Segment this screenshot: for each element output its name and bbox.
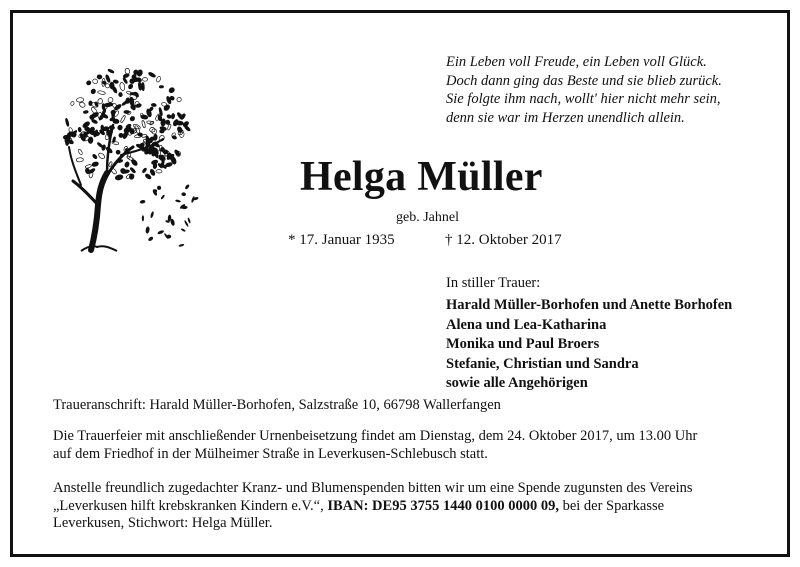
donation-line (53, 498, 753, 516)
poem-line: Ein Leben voll Freude, ein Leben voll Glück. (446, 54, 707, 70)
poem-line: denn sie war im Herzen unendlich allein. (446, 109, 685, 126)
falling-leaf (157, 230, 164, 235)
tree-leaf (65, 118, 69, 127)
tree-leaf (166, 114, 171, 119)
falling-leaf (140, 200, 146, 204)
tree-leaf (92, 78, 99, 84)
tree-leaf (108, 69, 115, 74)
tree-leaf (90, 111, 99, 118)
ceremony-line: Die Trauerfeier mit anschließender Urnenbeisetzung findet am Dienstag, dem 24. Oktober 2017, um 13.00 Uhr (53, 428, 698, 444)
tree-leaf (122, 131, 129, 140)
tree-leaf (138, 82, 142, 90)
death-date: † 12. Oktober 2017 (445, 232, 562, 248)
tree-leaf (112, 137, 116, 143)
tree-leaf (97, 75, 102, 80)
tree-leaf (83, 110, 88, 113)
donation-paragraph (53, 480, 753, 533)
mourner-entry: sowie alle Angehörigen (446, 375, 588, 391)
tree-leaf (112, 119, 119, 124)
tree-leaf (90, 88, 96, 94)
mourning-label: In stiller Trauer: (446, 275, 541, 291)
tree-leaf (156, 170, 162, 174)
tree-leaf (118, 92, 122, 97)
tree-leaf (104, 102, 113, 107)
tree-leaf (168, 87, 175, 94)
tree-leaf (149, 169, 155, 177)
mourner-entry: Stefanie, Christian und Sandra (446, 355, 639, 372)
tree-leaf (141, 82, 144, 90)
tree-leaf (130, 167, 136, 174)
birth-date: * 17. Januar 1935 (288, 232, 395, 248)
obituary-frame (10, 10, 790, 557)
tree-leaf (110, 168, 117, 175)
tree-leaf (165, 120, 170, 125)
falling-leaf (187, 217, 191, 223)
tree-leaf (141, 120, 145, 128)
tree-leaf (120, 115, 126, 123)
tree-leaf (159, 85, 164, 88)
falling-leaf (181, 228, 186, 232)
tree-leaf (115, 149, 121, 155)
tree-leaf (115, 174, 124, 180)
poem (446, 53, 776, 127)
donation-line: Leverkusen, Stichwort: Helga Müller. (53, 515, 273, 531)
donation-line: Anstelle freundlich zugedachter Kranz- und Blumenspenden bitten wir um eine Spende zugunsten des Vereins (53, 480, 693, 496)
tree-leaf (130, 158, 138, 166)
ceremony-paragraph (53, 428, 753, 463)
tree-leaf (171, 113, 175, 119)
tree-leaf (142, 78, 147, 82)
tree-leaf (97, 90, 105, 95)
tree-leaf (97, 98, 103, 105)
tree-leaf (112, 86, 118, 94)
tree-leaf (91, 161, 99, 167)
tree-illustration (51, 55, 201, 255)
falling-leaf (145, 226, 150, 234)
tree-leaf (148, 72, 156, 78)
tree-leaf (86, 80, 92, 86)
mourner-entry: Alena und Lea-Katharina (446, 316, 607, 333)
poem-line: Sie folgte ihm nach, wollt' hier nicht mehr sein, (446, 91, 721, 107)
mourners-list (446, 296, 732, 394)
tree-leaf (182, 121, 189, 128)
mourning-address: Traueranschrift: Harald Müller-Borhofen, Salzstraße 10, 66798 Wallerfangen (53, 397, 501, 413)
tree-leaf (78, 127, 82, 132)
tree-leaf (151, 103, 156, 107)
tree-leaf (76, 158, 83, 162)
falling-leaf (178, 243, 184, 247)
tree-leaf (90, 106, 98, 115)
falling-leaf (160, 194, 165, 200)
falling-leaf (181, 192, 186, 196)
tree-leaf (142, 168, 147, 174)
poem-line: Doch dann ging das Beste und sie blieb zurück. (446, 72, 722, 89)
tree-leaf (129, 97, 134, 106)
tree-leaf (117, 125, 123, 131)
tree-leaf (150, 137, 155, 141)
tree-leaf (92, 154, 98, 160)
tree-leaf (128, 83, 134, 89)
tree-leaf (84, 127, 90, 132)
falling-leaf (184, 184, 190, 190)
ceremony-line: auf dem Friedhof in der Mülheimer Straße in Leverkusen-Schlebusch statt. (53, 445, 488, 462)
tree-leaf (175, 121, 183, 126)
mourner-entry: Monika und Paul Broers (446, 336, 600, 352)
tree-leaf (140, 114, 148, 119)
tree-leaf (78, 149, 83, 156)
tree-leaf (156, 76, 162, 83)
falling-leaf (142, 215, 144, 221)
birth-name: geb. Jahnel (396, 210, 459, 225)
tree-leaf (88, 137, 93, 144)
tree-leaf (91, 119, 98, 124)
tree-leaf (160, 119, 165, 127)
tree-leaf (119, 82, 125, 91)
falling-leaf (148, 236, 154, 242)
tree-leaf (155, 143, 160, 147)
tree-leaf (163, 104, 171, 112)
tree-leaf (105, 84, 109, 88)
tree-leaf (159, 129, 164, 133)
tree-leaf (85, 168, 90, 174)
donation-organisation: „Leverkusen hilft krebskranken Kindern e.V.“, (53, 497, 324, 514)
falling-leaf (175, 199, 181, 203)
tree-leaf (89, 101, 93, 106)
tree-leaf (172, 135, 177, 139)
tree-leaf (70, 101, 74, 106)
tree-leaf (174, 149, 181, 156)
deceased-name: Helga Müller (300, 154, 543, 200)
mourner-entry: Harald Müller-Borhofen und Anette Borhofen (446, 297, 733, 313)
tree-leaf (145, 173, 152, 180)
donation-bank: bei der Sparkasse (562, 497, 665, 514)
tree-leaf (98, 152, 106, 160)
tree-leaf (65, 140, 72, 143)
falling-leaf (157, 186, 161, 190)
tree-leaf (114, 103, 122, 110)
tree-leaf (76, 97, 84, 102)
tree-leaf (176, 97, 182, 103)
tree-leaf (129, 116, 135, 122)
tree-leaf (108, 97, 114, 103)
donation-iban: IBAN: DE95 3755 1440 0100 0000 09, (327, 497, 559, 514)
tree-leaf (105, 146, 113, 153)
tree-leaf (124, 161, 130, 167)
falling-leaf (150, 211, 154, 218)
